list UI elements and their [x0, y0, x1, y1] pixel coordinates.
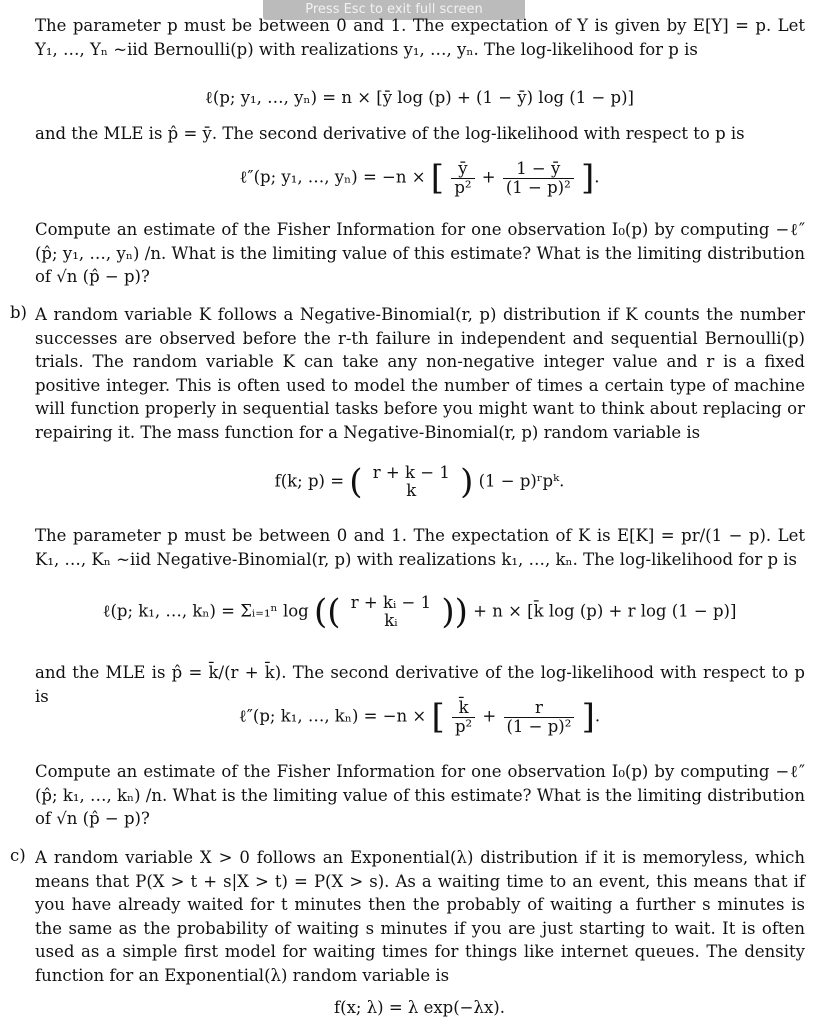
equation-a1: ℓ(p; y₁, …, yₙ) = n × [ȳ log (p) + (1 − ȳ) log (1 − p)]	[204, 88, 634, 107]
paragraph-a1: The parameter p must be between 0 and 1. The expectation of Y is given by E[Y] = p. Let Y₁, …, Yₙ ~iid Bernoulli(p) with realizations y₁, …, yₙ. The log-likelihood for p is	[35, 16, 805, 59]
paragraph-b3: and the MLE is p̂ = k̄/(r + k̄). The second derivative of the log-likelihood with respect to p is	[35, 663, 805, 706]
part-label-c: c)	[10, 846, 26, 865]
fraction-a2-term2: $\frac{1 - ȳ}{\text{(1 − p)²}}$	[503, 160, 574, 197]
fraction-b3-term2: $\frac{r}{\text{(1 − p)²}}$	[504, 699, 575, 736]
paragraph-c1: A random variable X > 0 follows an Exponential(λ) distribution if it is memoryless, which means that P(X > t + s|X > t) = P(X > s). As a waiting time to an event, this means that if you have already waited for t minutes then the probably of waiting a further s minutes is the same as the probability of waiting s minutes if you are just starting to wait. It is often used as a simple first model for waiting times for things like internet queues. The density function for an Exponential(λ) random variable is	[35, 848, 805, 985]
paragraph-a2: and the MLE is p̂ = ȳ. The second derivative of the log-likelihood with respect to p is	[35, 124, 745, 143]
equation-b3: ℓ″(p; k₁, …, kₙ) = −n × [ $\frac{k̄}{\text{p²}}$ + $\frac{r}{\text{(1 − p)²}}$ ].	[238, 697, 601, 737]
paragraph-b4: Compute an estimate of the Fisher Information for one observation I₀(p) by computing −ℓ″ (p̂; k₁, …, kₙ) /n. What is the limiting value of this estimate? What is the limiting distribution of √n (p̂ − p)?	[35, 762, 805, 828]
equation-a2: ℓ″(p; y₁, …, yₙ) = −n × [ $\frac{ȳ}{\text{p²}}$ + $\frac{1 - ȳ}{\text{(1 − p)²}}$ ].	[239, 158, 600, 198]
part-label-b: b)	[10, 303, 27, 322]
equation-a2-lhs: ℓ″(p; y₁, …, yₙ) = −n ×	[239, 167, 426, 187]
fullscreen-hint: Press Esc to exit full screen	[263, 0, 525, 20]
equation-b1: f(k; p) = ( r + k − 1 k ) (1 − p)ʳpᵏ.	[274, 462, 565, 502]
paragraph-b1: A random variable K follows a Negative-Binomial(r, p) distribution if K counts the number successes are observed before the r-th failure in independent and sequential Bernoulli(p) trials. The random variable K can take any non-negative integer value and r is a fixed positive integer. This is often used to model the number of times a certain type of machine will function properly in sequential tasks before you might want to think about replacing or repairing it. The mass function for a Negative-Binomial(r, p) random variable is	[35, 305, 805, 442]
fraction-a2-term1: $\frac{ȳ}{\text{p²}}$	[451, 160, 474, 197]
binomial-b2: r + kᵢ − 1 kᵢ	[350, 593, 432, 630]
paragraph-b2: The parameter p must be between 0 and 1. The expectation of K is E[K] = pr/(1 − p). Let K₁, …, Kₙ ~iid Negative-Binomial(r, p) with realizations k₁, …, kₙ. The log-likelihood for p is	[35, 526, 805, 569]
equation-b2: ℓ(p; k₁, …, kₙ) = Σᵢ₌₁ⁿ log (( r + kᵢ − 1 kᵢ )) + n × [k̄ log (p) + r log (1 − p)]	[102, 592, 737, 632]
fraction-b3-term1: $\frac{k̄}{\text{p²}}$	[452, 699, 475, 736]
paragraph-a3: Compute an estimate of the Fisher Information for one observation I₀(p) by computing −ℓ″ (p̂; y₁, …, yₙ) /n. What is the limiting value of this estimate? What is the limiting distribution of √n (p̂ − p)?	[35, 220, 805, 286]
binomial-b1: r + k − 1 k	[372, 463, 450, 500]
equation-c1: f(x; λ) = λ exp(−λx).	[334, 998, 505, 1017]
